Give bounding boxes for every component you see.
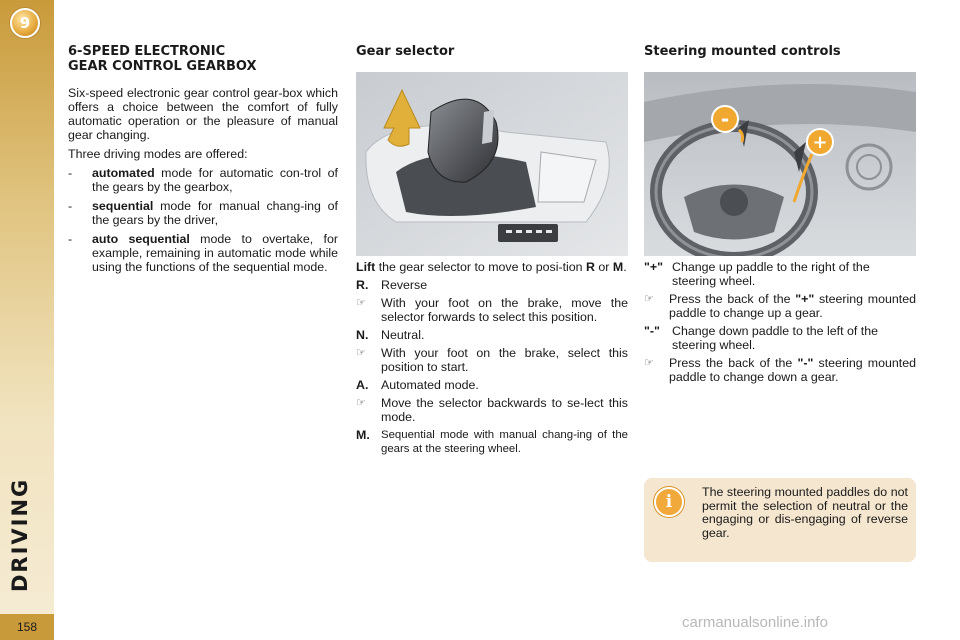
- info-note: [644, 478, 916, 562]
- lift-instruction: Lift the gear selector to move to posi-tion R or M.: [356, 260, 627, 274]
- mode-item: - sequential mode for manual chang-ing of the gears by the driver,: [68, 199, 338, 227]
- position-automated: A. Automated mode.: [356, 378, 479, 392]
- pointer-icon: ☞: [644, 293, 654, 305]
- mode-name: sequential: [92, 199, 154, 213]
- gear-selector-title: Gear selector: [356, 44, 455, 59]
- steering-controls-column: [644, 44, 916, 384]
- pointer-icon: ☞: [644, 357, 654, 369]
- page-number-box: [0, 614, 54, 640]
- minus-paddle-entry: "-" Change down paddle to the left of the steering wheel.: [644, 324, 878, 352]
- gearbox-intro-column: [68, 44, 338, 274]
- pointer-icon: ☞: [356, 397, 366, 409]
- gear-selector-column: [356, 44, 628, 456]
- chapter-badge: [10, 8, 40, 38]
- automated-step: ☞ Move the selector backwards to se-lect this mode.: [356, 396, 628, 424]
- chapter-sidebar: [0, 0, 54, 640]
- chapter-label: DRIVING: [8, 477, 32, 592]
- steering-wheel-drawing: [644, 72, 916, 256]
- mode-name: automated: [92, 166, 155, 180]
- gear-selector-drawing: [356, 72, 628, 256]
- plus-paddle-step: ☞ Press the back of the "+" steering mounted paddle to change up a gear.: [644, 292, 916, 320]
- steering-controls-title: Steering mounted controls: [644, 44, 841, 59]
- page-number: 158: [16, 620, 38, 634]
- position-reverse: R. Reverse: [356, 278, 428, 292]
- paddle-minus-label: -: [720, 107, 730, 131]
- intro-paragraph: Six-speed electronic gear control gear-box which offers a choice between the comfort of fully automatic operation or the pleasure of manual gear changing.: [68, 86, 338, 142]
- paddle-plus-label: +: [812, 132, 828, 153]
- info-note-text: The steering mounted paddles do not permit the selection of neutral or the engaging or dis-engaging of reverse gear.: [702, 485, 908, 540]
- mode-item: - auto sequential mode to overtake, for example, remaining in automatic mode while using the functions of the sequential mode.: [68, 232, 338, 274]
- steering-wheel-illustration: [644, 72, 916, 256]
- watermark: carmanualsonline.info: [682, 614, 828, 631]
- position-neutral: N. Neutral.: [356, 328, 425, 342]
- gear-selector-illustration: [356, 72, 628, 256]
- pointer-icon: ☞: [356, 347, 366, 359]
- modes-intro: Three driving modes are offered:: [68, 147, 248, 161]
- info-icon: i: [654, 487, 684, 517]
- reverse-step: ☞ With your foot on the brake, move the selector forwards to select this position.: [356, 296, 628, 324]
- chapter-number: 9: [19, 14, 31, 32]
- plus-paddle-entry: "+" Change up paddle to the right of the steering wheel.: [644, 260, 870, 288]
- neutral-step: ☞ With your foot on the brake, select this position to start.: [356, 346, 628, 374]
- section-title: 6-SPEED ELECTRONIC GEAR CONTROL GEARBOX: [68, 44, 257, 74]
- pointer-icon: ☞: [356, 297, 366, 309]
- mode-name: auto sequential: [92, 232, 190, 246]
- position-manual: M. Sequential mode with manual chang-ing of the gears at the steering wheel.: [356, 428, 628, 455]
- mode-item: - automated mode for automatic con-trol of the gears by the gearbox,: [68, 166, 338, 194]
- minus-paddle-step: ☞ Press the back of the "-" steering mounted paddle to change down a gear.: [644, 356, 916, 384]
